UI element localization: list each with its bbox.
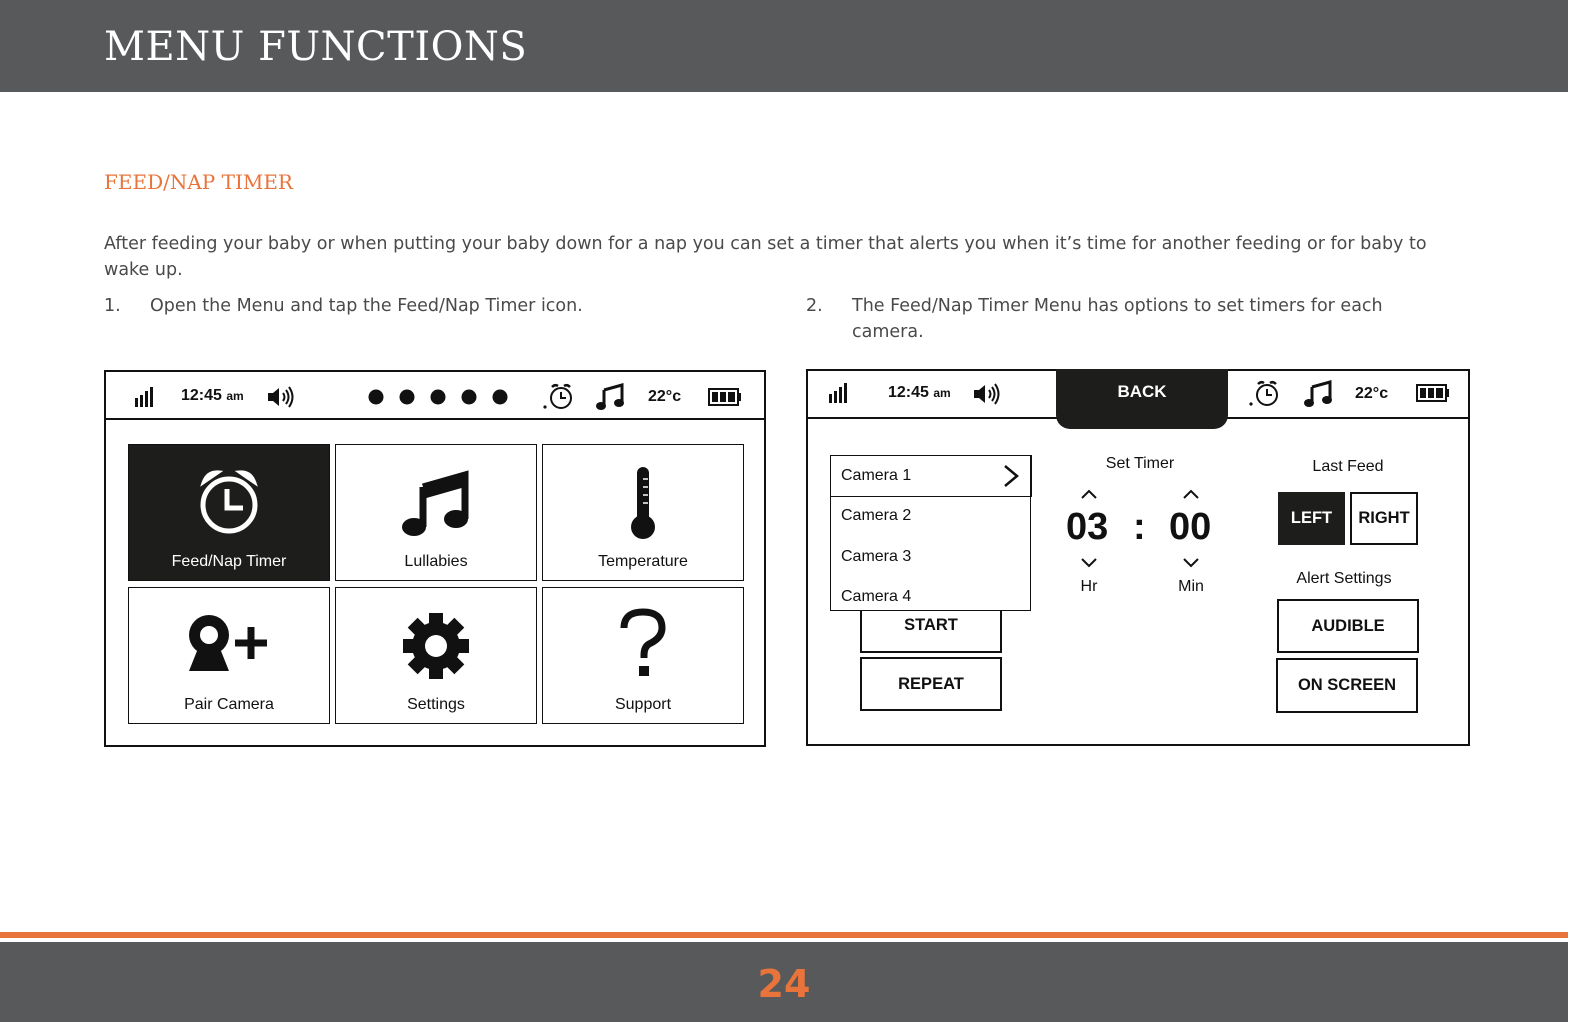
status-temperature: 22°c [1355,385,1389,402]
page-number: 24 [757,962,811,1006]
camera-option[interactable]: Camera 4 [841,588,912,605]
page-dot [400,390,415,405]
camera-dropdown [830,455,1031,611]
music-note-icon [596,383,626,411]
hours-value: 03 [1066,506,1109,548]
question-mark-icon [619,608,667,680]
battery-icon [708,388,742,406]
tile-support[interactable] [542,587,744,724]
time-value: 12:45 [888,384,929,401]
am-pm: am [226,389,244,403]
alarm-icon [542,383,576,411]
alarm-icon [1248,380,1282,408]
page-dot [462,390,477,405]
min-label: Min [1178,578,1204,595]
time-separator: : [1133,506,1146,548]
step-text: Open the Menu and tap the Feed/Nap Timer icon. [150,296,583,316]
camera-option[interactable]: Camera 2 [841,507,912,524]
hour-down-icon[interactable] [1080,557,1098,569]
page-dot [431,390,446,405]
status-temperature: 22°c [648,388,682,405]
signal-icon [828,382,850,404]
tile-pair-camera[interactable] [128,587,330,724]
time-value: 12:45 [181,387,222,404]
camera-option[interactable]: Camera 1 [841,467,912,484]
gear-icon [402,612,470,680]
audible-button[interactable]: AUDIBLE [1277,599,1419,653]
minute-down-icon[interactable] [1182,557,1200,569]
tile-label: Pair Camera [184,696,274,713]
signal-icon [134,386,156,408]
hr-label: Hr [1080,578,1098,595]
last-feed-label: Last Feed [1312,458,1384,475]
tile-label: Support [614,696,672,713]
left-button[interactable]: LEFT [1278,492,1345,545]
step-number: 1. [104,296,121,316]
step-number: 2. [806,296,823,316]
feed-nap-timer-screen [806,369,1470,746]
page-header [0,0,1568,92]
page-title: MENU FUNCTIONS [104,24,528,70]
tile-lullabies[interactable] [335,444,537,581]
speaker-icon [266,386,296,408]
tile-settings[interactable] [335,587,537,724]
page-footer [0,942,1568,1022]
pair-camera-icon [183,613,275,677]
right-button[interactable]: RIGHT [1350,492,1418,545]
minutes-value: 00 [1169,506,1212,548]
start-button[interactable]: START [860,595,1002,653]
music-note-icon [1304,380,1334,408]
repeat-button[interactable]: REPEAT [860,657,1002,711]
intro-paragraph: After feeding your baby or when putting your baby down for a nap you can set a timer that alerts you when it’s time for another feeding or for baby to wake up. [104,234,1427,280]
section-title: FEED/NAP TIMER [104,170,293,194]
status-time [181,387,244,405]
menu-screen [104,370,766,747]
set-timer-label: Set Timer [1105,455,1175,472]
alert-settings-label: Alert Settings [1296,570,1392,587]
page-dot [369,390,384,405]
minute-up-icon[interactable] [1182,488,1200,500]
footer-accent-line [0,932,1568,938]
camera-option[interactable]: Camera 3 [841,548,912,565]
tile-label: Feed/Nap Timer [171,553,287,570]
tile-temperature[interactable] [542,444,744,581]
page-dots [368,389,512,405]
step-text: The Feed/Nap Timer Menu has options to set timers for each camera. [852,296,1383,342]
battery-icon [1416,384,1450,402]
tile-feed-nap-timer[interactable] [128,444,330,581]
on-screen-button[interactable]: ON SCREEN [1276,658,1418,713]
hour-up-icon[interactable] [1080,488,1098,500]
page-dot [493,390,508,405]
music-note-icon [401,469,471,539]
chevron-right-icon [1003,464,1019,488]
speaker-icon [972,383,1002,405]
tile-label: Settings [407,696,465,713]
back-button[interactable]: BACK [1056,369,1228,429]
thermometer-icon [628,465,658,541]
status-time [888,384,951,402]
tile-label: Temperature [598,553,688,570]
status-bar [106,372,764,420]
tile-label: Lullabies [404,553,468,570]
am-pm: am [933,386,951,400]
status-bar [808,371,1468,419]
alarm-clock-icon [197,467,261,537]
